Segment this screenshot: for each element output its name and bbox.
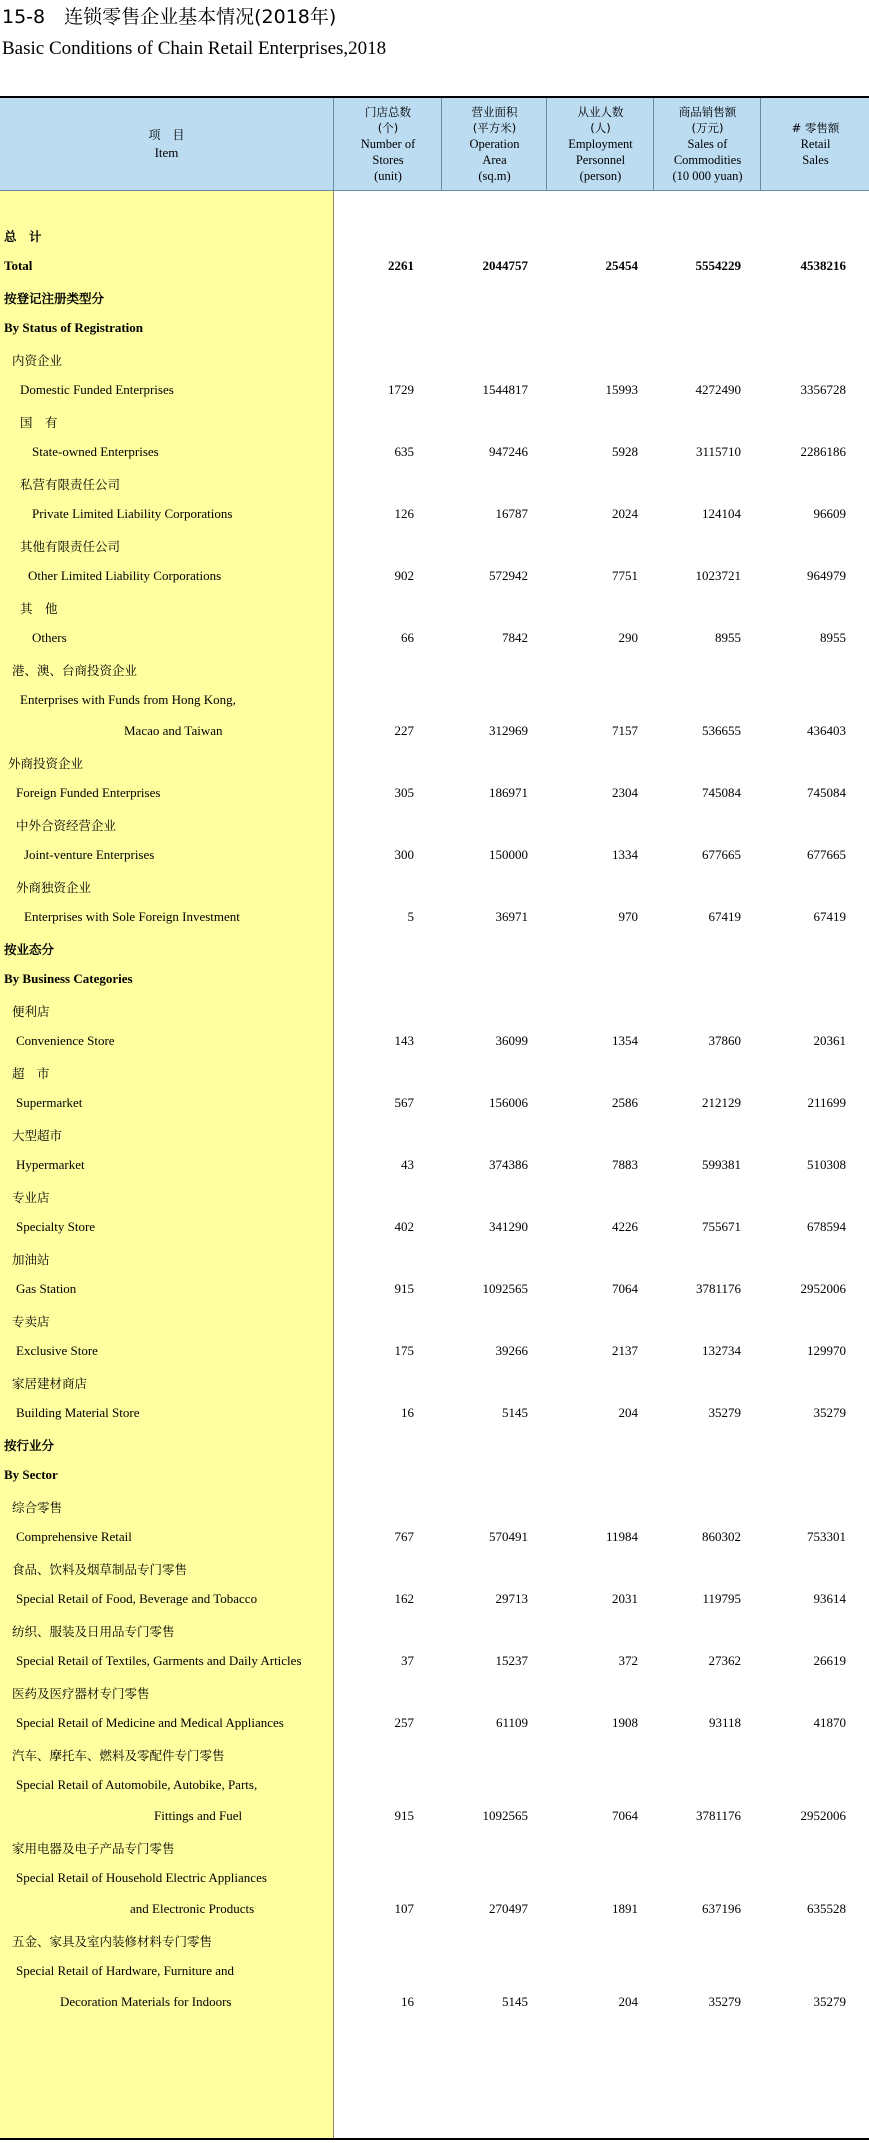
table-row <box>0 1490 869 1522</box>
cell-value: 15993 <box>605 382 638 397</box>
header-col-cn-line: (平方米) <box>472 121 517 135</box>
table-title-cn: 15-8 连锁零售企业基本情况(2018年) <box>2 6 337 28</box>
cell-value: 67419 <box>708 909 741 924</box>
cell-value: 745084 <box>807 785 846 800</box>
row-label: Gas Station <box>16 1281 77 1296</box>
cell-value: 257 <box>394 1715 414 1730</box>
table-row <box>0 963 869 995</box>
row-label: Specialty Store <box>16 1219 96 1234</box>
table-row <box>0 1335 869 1367</box>
cell-value: 745084 <box>702 785 741 800</box>
row-label: and Electronic Products <box>130 1901 255 1916</box>
cell-value: 2137 <box>612 1343 638 1358</box>
row-label: Special Retail of Medicine and Medical Appliances <box>16 1715 284 1730</box>
table-row <box>0 591 869 623</box>
cell-value: 27362 <box>708 1653 741 1668</box>
cell-value: 7751 <box>612 568 638 583</box>
cell-value: 1023721 <box>695 568 741 583</box>
row-label: 按业态分 <box>4 942 55 957</box>
cell-value: 1092565 <box>482 1281 528 1296</box>
cell-value: 570491 <box>489 1529 528 1544</box>
header-col-en-line: Personnel <box>575 153 626 167</box>
row-label: 其他有限责任公司 <box>20 539 121 554</box>
row-label: Exclusive Store <box>16 1343 98 1358</box>
cell-value: 5145 <box>502 1405 528 1420</box>
header-col-en-line: Number of <box>360 137 416 151</box>
table-row <box>0 1862 869 1894</box>
row-label: Private Limited Liability Corporations <box>32 506 233 521</box>
cell-value: 39266 <box>495 1343 528 1358</box>
header-col-en-line: Operation <box>469 137 520 151</box>
row-label: Enterprises with Funds from Hong Kong, <box>20 692 236 707</box>
table-row <box>0 1459 869 1491</box>
cell-value: 1729 <box>388 382 414 397</box>
cell-value: 35279 <box>708 1994 741 2009</box>
cell-value: 1908 <box>612 1715 638 1730</box>
cell-value: 129970 <box>807 1343 846 1358</box>
row-label: Joint-venture Enterprises <box>24 847 155 862</box>
table-row <box>0 1304 869 1336</box>
cell-value: 16787 <box>495 506 528 521</box>
table-row <box>0 622 869 654</box>
cell-value: 3781176 <box>695 1281 741 1296</box>
header-col-en-line: (person) <box>579 169 622 183</box>
header-item <box>0 98 333 190</box>
cell-value: 67419 <box>813 909 846 924</box>
table-row <box>0 1521 869 1553</box>
table-row <box>0 1831 869 1863</box>
header-col-en-line: Commodities <box>673 153 742 167</box>
cell-value: 3781176 <box>695 1808 741 1823</box>
row-label: Macao and Taiwan <box>124 723 223 738</box>
cell-value: 300 <box>394 847 414 862</box>
cell-value: 43 <box>401 1157 414 1172</box>
table-row <box>0 1645 869 1677</box>
cell-value: 66 <box>401 630 414 645</box>
cell-value: 436403 <box>807 723 846 738</box>
row-label: Domestic Funded Enterprises <box>20 382 174 397</box>
row-label: 总 计 <box>4 229 42 244</box>
cell-value: 107 <box>394 1901 414 1916</box>
table-row <box>0 1614 869 1646</box>
row-label: Special Retail of Hardware, Furniture and <box>16 1963 235 1978</box>
header-col-en-line: Sales of <box>687 137 728 151</box>
table-header <box>0 98 869 191</box>
cell-value: 572942 <box>489 568 528 583</box>
row-label: 汽车、摩托车、燃料及零配件专门零售 <box>12 1748 225 1763</box>
cell-value: 767 <box>394 1529 414 1544</box>
table-row <box>0 1025 869 1057</box>
cell-value: 902 <box>394 568 414 583</box>
cell-value: 1544817 <box>482 382 528 397</box>
cell-value: 4226 <box>612 1219 638 1234</box>
cell-value: 126 <box>394 506 414 521</box>
header-col-1 <box>441 98 547 190</box>
cell-value: 753301 <box>807 1529 846 1544</box>
table-row <box>0 994 869 1026</box>
row-label: Foreign Funded Enterprises <box>16 785 161 800</box>
table-row <box>0 1986 869 2018</box>
cell-value: 7064 <box>612 1281 638 1296</box>
row-label: Total <box>4 258 33 273</box>
table-row <box>0 1707 869 1739</box>
header-item-en: Item <box>154 145 179 160</box>
cell-value: 5928 <box>612 444 638 459</box>
row-label: Special Retail of Food, Beverage and Tobacco <box>16 1591 258 1606</box>
cell-value: 20361 <box>813 1033 846 1048</box>
header-col-3 <box>653 98 761 190</box>
row-label: 专卖店 <box>12 1314 50 1329</box>
cell-value: 186971 <box>489 785 528 800</box>
cell-value: 212129 <box>702 1095 741 1110</box>
row-label: Fittings and Fuel <box>154 1808 243 1823</box>
table-row <box>0 1242 869 1274</box>
row-label: Comprehensive Retail <box>16 1529 132 1544</box>
row-label: 专业店 <box>12 1190 50 1205</box>
cell-value: 11984 <box>605 1529 638 1544</box>
cell-value: 2031 <box>612 1591 638 1606</box>
cell-value: 16 <box>401 1405 414 1420</box>
table-row <box>0 1366 869 1398</box>
cell-value: 132734 <box>702 1343 741 1358</box>
header-col-cn-line: 从业人数 <box>577 105 624 119</box>
cell-value: 635 <box>394 444 414 459</box>
cell-value: 26619 <box>813 1653 846 1668</box>
cell-value: 8955 <box>715 630 741 645</box>
cell-value: 37860 <box>708 1033 741 1048</box>
table-row <box>0 1397 869 1429</box>
cell-value: 4538216 <box>800 258 846 273</box>
table-row <box>0 1800 869 1832</box>
table-row <box>0 281 869 313</box>
row-label: 外商投资企业 <box>8 756 84 771</box>
cell-value: 2952006 <box>800 1808 846 1823</box>
cell-value: 7157 <box>612 723 638 738</box>
row-label: By Status of Registration <box>4 320 144 335</box>
cell-value: 7064 <box>612 1808 638 1823</box>
cell-value: 915 <box>394 1281 414 1296</box>
header-col-cn-line: # 零售额 <box>791 121 840 135</box>
cell-value: 1354 <box>612 1033 638 1048</box>
table-row <box>0 653 869 685</box>
table-row <box>0 436 869 468</box>
row-label: Building Material Store <box>16 1405 140 1420</box>
cell-value: 8955 <box>820 630 846 645</box>
cell-value: 2261 <box>388 258 414 273</box>
cell-value: 4272490 <box>695 382 741 397</box>
table-row <box>0 405 869 437</box>
table-row <box>0 1738 869 1770</box>
row-label: Supermarket <box>16 1095 83 1110</box>
table-row <box>0 901 869 933</box>
cell-value: 635528 <box>807 1901 846 1916</box>
row-label: 纺织、服装及日用品专门零售 <box>12 1624 175 1639</box>
cell-value: 567 <box>394 1095 414 1110</box>
cell-value: 35279 <box>708 1405 741 1420</box>
header-col-en-line: Sales <box>802 153 829 167</box>
row-label: Special Retail of Household Electric Appliances <box>16 1870 267 1885</box>
table-row <box>0 715 869 747</box>
cell-value: 156006 <box>489 1095 528 1110</box>
cell-value: 402 <box>394 1219 414 1234</box>
cell-value: 2024 <box>612 506 638 521</box>
row-label: 外商独资企业 <box>16 880 92 895</box>
row-label: 医药及医疗器材专门零售 <box>12 1686 150 1701</box>
cell-value: 599381 <box>702 1157 741 1172</box>
header-col-0 <box>333 98 442 190</box>
header-col-4 <box>760 98 869 190</box>
cell-value: 964979 <box>807 568 846 583</box>
row-label: 其 他 <box>20 601 58 616</box>
header-col-2 <box>546 98 654 190</box>
table-row <box>0 1428 869 1460</box>
row-label: 港、澳、台商投资企业 <box>12 663 138 678</box>
cell-value: 678594 <box>807 1219 846 1234</box>
table-row <box>0 343 869 375</box>
row-label: 私营有限责任公司 <box>20 477 121 492</box>
cell-value: 305 <box>394 785 414 800</box>
row-label: 按行业分 <box>4 1438 55 1453</box>
cell-value: 15237 <box>495 1653 528 1668</box>
table-row <box>0 1273 869 1305</box>
row-label: 国 有 <box>20 415 58 430</box>
cell-value: 1334 <box>612 847 638 862</box>
row-label: Convenience Store <box>16 1033 115 1048</box>
cell-value: 119795 <box>702 1591 741 1606</box>
cell-value: 36099 <box>495 1033 528 1048</box>
cell-value: 7842 <box>502 630 528 645</box>
cell-value: 61109 <box>495 1715 528 1730</box>
cell-value: 41870 <box>813 1715 846 1730</box>
table-row <box>0 1118 869 1150</box>
cell-value: 7883 <box>612 1157 638 1172</box>
cell-value: 755671 <box>702 1219 741 1234</box>
cell-value: 37 <box>401 1653 414 1668</box>
table-row <box>0 467 869 499</box>
header-col-en-line: Retail <box>800 137 831 151</box>
table-row <box>0 839 869 871</box>
cell-value: 93614 <box>813 1591 846 1606</box>
cell-value: 2286186 <box>800 444 846 459</box>
row-label: Enterprises with Sole Foreign Investment <box>24 909 240 924</box>
cell-value: 35279 <box>813 1994 846 2009</box>
table-row <box>0 498 869 530</box>
cell-value: 677665 <box>702 847 741 862</box>
cell-value: 124104 <box>702 506 741 521</box>
header-col-en-line: Area <box>482 153 507 167</box>
table-row <box>0 250 869 282</box>
row-label: 家用电器及电子产品专门零售 <box>12 1841 175 1856</box>
table-row <box>0 312 869 344</box>
table-row <box>0 870 869 902</box>
row-label: 家居建材商店 <box>12 1376 88 1391</box>
table-row <box>0 219 869 251</box>
table-row <box>0 374 869 406</box>
header-col-en-line: (unit) <box>374 169 402 183</box>
row-label: Others <box>32 630 67 645</box>
table-row <box>0 1056 869 1088</box>
row-label: Special Retail of Textiles, Garments and Daily Articles <box>16 1653 302 1668</box>
row-label: 内资企业 <box>12 353 63 368</box>
row-label: 大型超市 <box>12 1128 63 1143</box>
cell-value: 16 <box>401 1994 414 2009</box>
row-label: By Sector <box>4 1467 58 1482</box>
row-label: Hypermarket <box>16 1157 85 1172</box>
header-col-cn-line: 门店总数 <box>365 105 411 119</box>
cell-value: 5 <box>407 909 414 924</box>
table-row <box>0 1769 869 1801</box>
cell-value: 1092565 <box>482 1808 528 1823</box>
cell-value: 2952006 <box>800 1281 846 1296</box>
table-row <box>0 746 869 778</box>
cell-value: 1891 <box>612 1901 638 1916</box>
table-row <box>0 1087 869 1119</box>
cell-value: 227 <box>394 723 414 738</box>
table-row <box>0 1583 869 1615</box>
row-label: 中外合资经营企业 <box>16 818 117 833</box>
table-title-en: Basic Conditions of Chain Retail Enterprises,2018 <box>2 38 387 59</box>
header-col-en-line: Stores <box>372 153 404 167</box>
row-label: 五金、家具及室内装修材料专门零售 <box>12 1934 213 1949</box>
cell-value: 96609 <box>813 506 846 521</box>
cell-value: 5145 <box>502 1994 528 2009</box>
table-row <box>0 1955 869 1987</box>
cell-value: 3115710 <box>695 444 741 459</box>
cell-value: 312969 <box>489 723 528 738</box>
table-row <box>0 529 869 561</box>
cell-value: 35279 <box>813 1405 846 1420</box>
table-row <box>0 808 869 840</box>
cell-value: 341290 <box>489 1219 528 1234</box>
table-row <box>0 560 869 592</box>
cell-value: 2304 <box>612 785 638 800</box>
cell-value: 637196 <box>702 1901 741 1916</box>
cell-value: 204 <box>618 1405 638 1420</box>
row-label: 超 市 <box>12 1066 50 1081</box>
row-label: Decoration Materials for Indoors <box>60 1994 232 2009</box>
cell-value: 2586 <box>612 1095 638 1110</box>
cell-value: 204 <box>618 1994 638 2009</box>
table-row <box>0 1211 869 1243</box>
header-col-cn-line: (万元) <box>691 121 724 135</box>
table-row <box>0 1924 869 1956</box>
cell-value: 536655 <box>702 723 741 738</box>
table-row <box>0 684 869 716</box>
cell-value: 372 <box>618 1653 638 1668</box>
cell-value: 915 <box>394 1808 414 1823</box>
cell-value: 5554229 <box>695 258 741 273</box>
table-row <box>0 1676 869 1708</box>
row-label: 食品、饮料及烟草制品专门零售 <box>12 1562 188 1577</box>
table-row <box>0 1149 869 1181</box>
row-label: 综合零售 <box>12 1500 63 1515</box>
header-col-cn-line: 商品销售额 <box>678 105 737 119</box>
cell-value: 677665 <box>807 847 846 862</box>
table-row <box>0 1893 869 1925</box>
cell-value: 3356728 <box>800 382 846 397</box>
cell-value: 290 <box>618 630 638 645</box>
cell-value: 860302 <box>702 1529 741 1544</box>
header-col-en-line: (10 000 yuan) <box>672 169 743 183</box>
row-label: By Business Categories <box>4 971 133 986</box>
cell-value: 947246 <box>489 444 528 459</box>
cell-value: 25454 <box>605 258 638 273</box>
row-label: Other Limited Liability Corporations <box>28 568 222 583</box>
bottom-rule <box>0 2138 869 2140</box>
header-col-cn-line: 营业面积 <box>471 105 518 119</box>
row-label: 按登记注册类型分 <box>4 291 105 306</box>
header-col-en-line: (sq.m) <box>478 169 511 183</box>
row-label: 便利店 <box>12 1004 50 1019</box>
header-item-cn: 项 目 <box>148 128 185 142</box>
row-label: 加油站 <box>12 1252 50 1267</box>
cell-value: 374386 <box>489 1157 528 1172</box>
table-row <box>0 1180 869 1212</box>
cell-value: 150000 <box>489 847 528 862</box>
cell-value: 29713 <box>495 1591 528 1606</box>
cell-value: 162 <box>394 1591 414 1606</box>
cell-value: 970 <box>618 909 638 924</box>
row-label: Special Retail of Automobile, Autobike, Parts, <box>16 1777 258 1792</box>
cell-value: 2044757 <box>482 258 528 273</box>
cell-value: 175 <box>394 1343 414 1358</box>
cell-value: 510308 <box>807 1157 846 1172</box>
cell-value: 93118 <box>708 1715 741 1730</box>
header-col-en-line: Employment <box>568 137 633 151</box>
cell-value: 143 <box>394 1033 414 1048</box>
cell-value: 36971 <box>495 909 528 924</box>
table-row <box>0 932 869 964</box>
row-label: State-owned Enterprises <box>32 444 159 459</box>
header-col-cn-line: (人) <box>590 121 611 135</box>
cell-value: 211699 <box>807 1095 846 1110</box>
table-row <box>0 1552 869 1584</box>
table-row <box>0 777 869 809</box>
header-col-cn-line: (个) <box>377 121 399 135</box>
cell-value: 270497 <box>489 1901 528 1916</box>
